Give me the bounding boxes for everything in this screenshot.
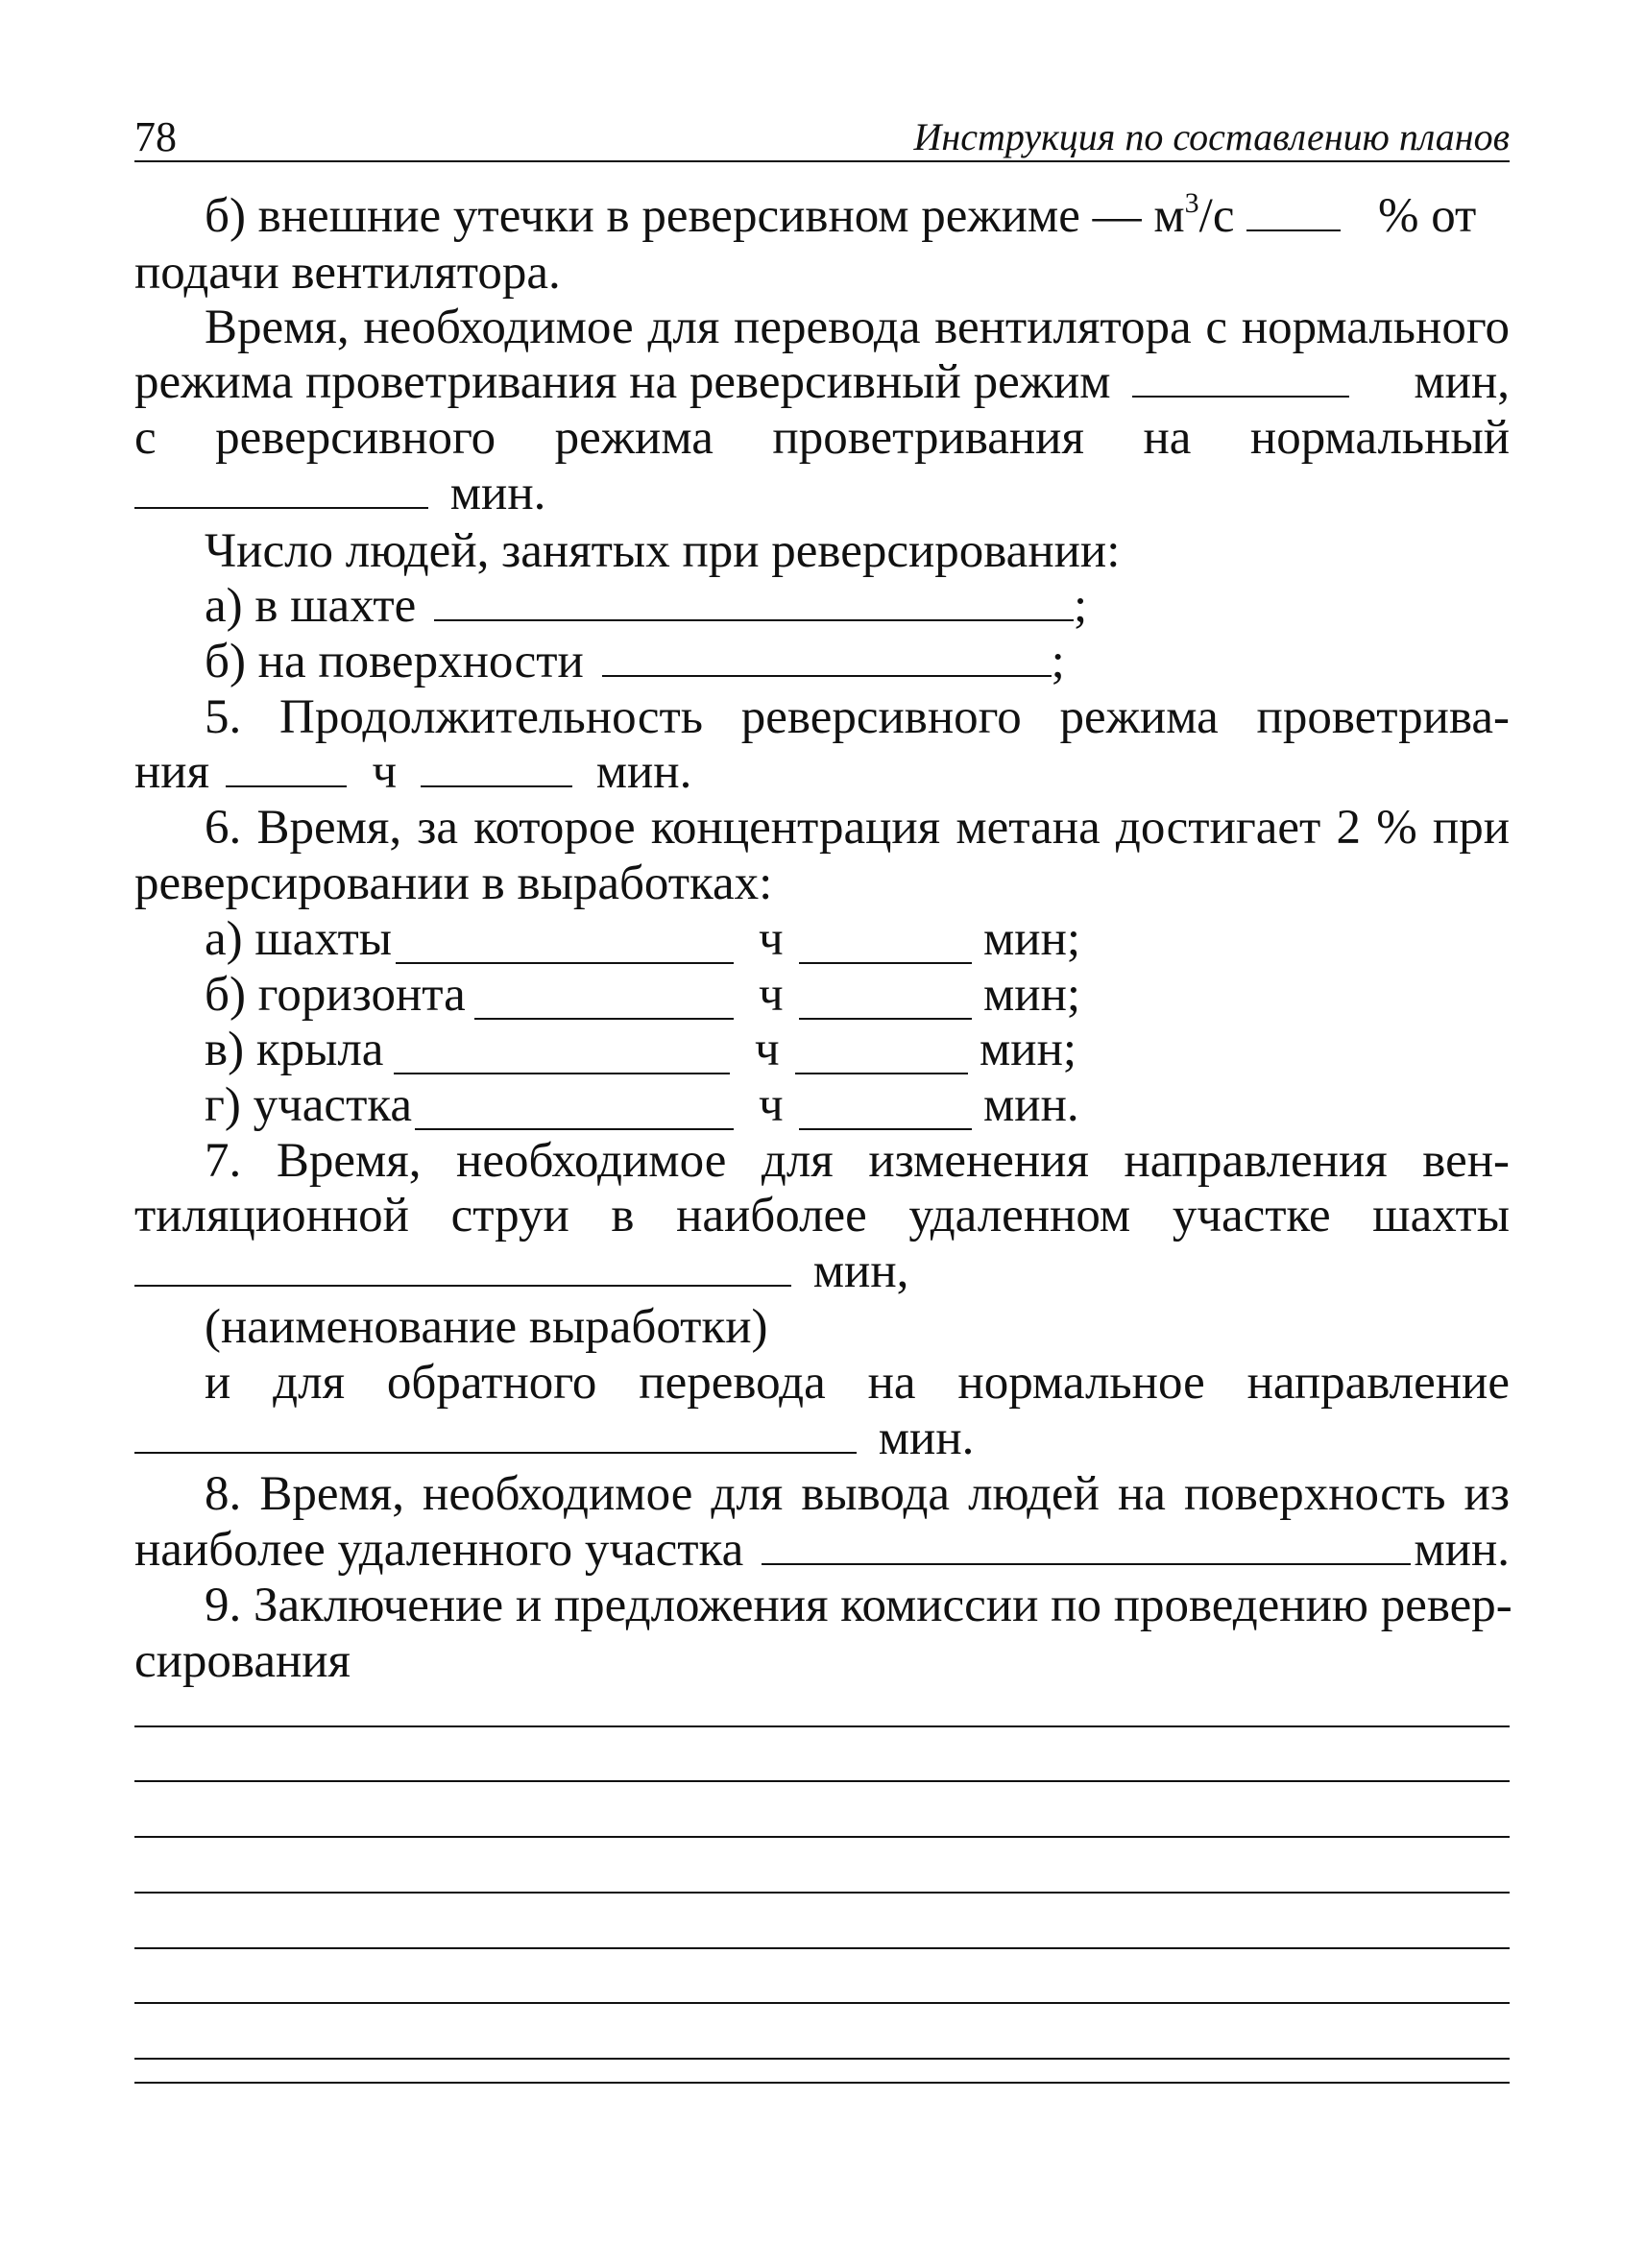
item6-mine-minutes-label: мин; — [983, 912, 1081, 966]
people-surface-blank[interactable] — [602, 633, 1052, 677]
item7-return-blank[interactable] — [134, 1410, 857, 1454]
people-mine-label: а) в шахте — [205, 579, 417, 633]
switch-normal-to-reverse-blank[interactable] — [1132, 353, 1349, 398]
item6-row-section — [205, 1076, 412, 1134]
running-title: Инструкция по составлению планов — [913, 115, 1510, 158]
item5-line-1: 5. Продолжительность реверсивного режима проветрива- — [205, 690, 1510, 744]
switch-minutes-label: мин, — [1414, 355, 1510, 409]
switch-time-line-1: Время, необходимое для перевода вентилятора с нормального — [205, 301, 1510, 354]
item6-line-2: реверсировании в выработках: — [134, 857, 773, 910]
item7-line-1: 7. Время, необходимое для изменения направления вен- — [205, 1134, 1510, 1188]
switch-reverse-to-normal-blank[interactable] — [134, 465, 428, 509]
people-surface-row — [205, 633, 1065, 690]
item6-row-horizon — [205, 966, 466, 1024]
item8-text: наиболее удаленного участка — [134, 1523, 744, 1577]
people-surface-end: ; — [1051, 635, 1065, 688]
switch-minutes-label-2: мин. — [449, 467, 546, 520]
people-title: Число людей, занятых при реверсировании: — [205, 524, 1121, 578]
people-mine-end: ; — [1074, 579, 1088, 633]
page-number: 78 — [134, 113, 177, 160]
switch-normal-to-reverse-text: режима проветривания на реверсивный режим — [134, 355, 1111, 409]
leaks-text: б) внешние утечки в реверсивном режиме — м — [205, 189, 1185, 243]
item9-line-2: сирования — [134, 1634, 351, 1688]
item6-row-label: а) шахты — [205, 912, 393, 966]
item6-section-hours-label: ч — [759, 1078, 784, 1132]
item7-line-6 — [134, 1410, 974, 1467]
item6-row-label: в) крыла — [205, 1023, 384, 1076]
item8-minutes-label: мин. — [1414, 1523, 1510, 1577]
conclusion-line[interactable] — [134, 1947, 1510, 1949]
item6-section-minutes-label: мин. — [983, 1078, 1079, 1132]
item6-wing-hours-label: ч — [755, 1023, 780, 1076]
item6-wing-minutes-blank[interactable] — [795, 1030, 968, 1074]
conclusion-line[interactable] — [134, 2002, 1510, 2004]
switch-time-line-4 — [134, 465, 545, 522]
item5-minutes-blank[interactable] — [421, 743, 572, 787]
item6-horizon-hours-label: ч — [759, 968, 784, 1022]
switch-time-line-3: с реверсивного режима проветривания на нормальный — [134, 411, 1510, 465]
item7-line-5: и для обратного перевода на нормальное направление — [205, 1356, 1510, 1410]
item7-line-3 — [134, 1243, 908, 1300]
item6-section-minutes-blank[interactable] — [799, 1086, 972, 1130]
conclusion-line[interactable] — [134, 2082, 1510, 2084]
conclusion-line[interactable] — [134, 1725, 1510, 1727]
item6-horizon-minutes-blank[interactable] — [799, 976, 972, 1020]
conclusion-line[interactable] — [134, 1836, 1510, 1838]
item5-hours-label: ч — [372, 745, 398, 799]
leaks-line-1 — [205, 187, 1476, 245]
item6-mine-minutes-blank[interactable] — [799, 920, 972, 964]
item6-wing-minutes-label: мин; — [980, 1023, 1077, 1076]
item7-minutes-label-2: мин. — [878, 1411, 975, 1465]
item6-horizon-minutes-label: мин; — [983, 968, 1081, 1022]
item6-row-wing — [205, 1021, 383, 1078]
item8-line-2 — [134, 1521, 1510, 1579]
leaks-percent: % от — [1377, 189, 1477, 243]
item6-row-mine — [205, 910, 392, 968]
people-mine-row — [205, 577, 1087, 635]
conclusion-line[interactable] — [134, 1892, 1510, 1894]
item6-row-label: б) горизонта — [205, 968, 466, 1022]
switch-time-line-2 — [134, 353, 1510, 411]
item6-line-1: 6. Время, за которое концентрация метана достигает 2 % при — [205, 801, 1510, 855]
people-mine-blank[interactable] — [434, 577, 1074, 621]
item5-minutes-label: мин. — [595, 745, 692, 799]
item8-line-1: 8. Время, необходимое для вывода людей на поверхность из — [205, 1467, 1510, 1521]
item5-line-2 — [134, 743, 691, 801]
leaks-volume-blank[interactable] — [1246, 187, 1341, 231]
item6-mine-hours-label: ч — [759, 912, 784, 966]
conclusion-line[interactable] — [134, 1780, 1510, 1782]
item7-caption: (наименование выработки) — [205, 1300, 768, 1354]
leaks-line-2: подачи вентилятора. — [134, 246, 561, 300]
leaks-unit: /с — [1198, 189, 1235, 243]
conclusion-line[interactable] — [134, 2058, 1510, 2060]
item7-line-2: тиляционной струи в наиболее удаленном участке шахты — [134, 1189, 1510, 1243]
item6-wing-hours-blank[interactable] — [394, 1030, 730, 1074]
item9-line-1: 9. Заключение и предложения комиссии по проведению ревер- — [205, 1579, 1512, 1632]
item8-evacuation-blank[interactable] — [762, 1521, 1411, 1565]
item6-mine-hours-blank[interactable] — [396, 920, 734, 964]
item5-text: ния — [134, 745, 210, 799]
leaks-superscript: 3 — [1184, 187, 1199, 219]
item5-hours-blank[interactable] — [226, 743, 347, 787]
header-rule — [134, 160, 1510, 162]
item7-minutes-label: мин, — [812, 1244, 909, 1298]
item7-workings-name-blank[interactable] — [134, 1243, 791, 1287]
item6-horizon-hours-blank[interactable] — [474, 976, 734, 1020]
item6-section-hours-blank[interactable] — [415, 1086, 734, 1130]
people-surface-label: б) на поверхности — [205, 635, 584, 688]
item6-row-label: г) участка — [205, 1078, 413, 1132]
